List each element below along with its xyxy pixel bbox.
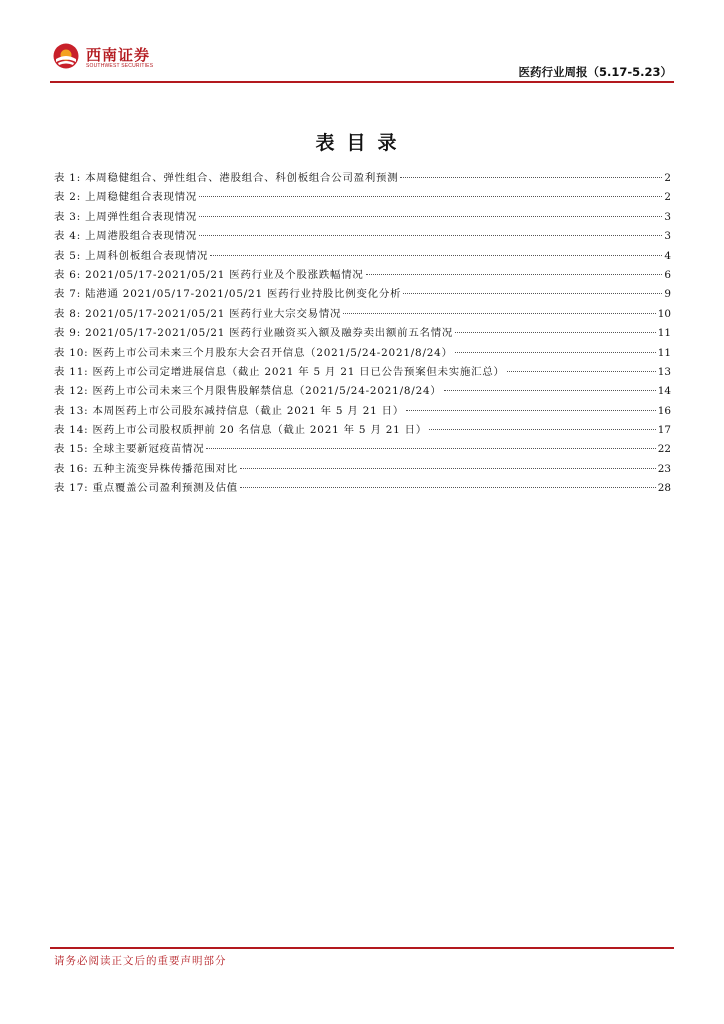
report-header-title: 医药行业周报（5.17-5.23） xyxy=(518,65,672,79)
sun-logo-icon xyxy=(52,42,80,70)
toc-entry-page: 2 xyxy=(664,191,671,204)
toc-entry[interactable] xyxy=(54,402,671,421)
toc-dot-leader xyxy=(406,410,656,411)
toc-dot-leader xyxy=(455,352,656,353)
toc-entry[interactable] xyxy=(54,266,671,285)
toc-entry-page: 22 xyxy=(657,443,671,456)
toc-entry-page: 3 xyxy=(664,210,671,223)
toc-dot-leader xyxy=(429,429,656,430)
toc-dot-leader xyxy=(199,216,662,217)
toc-entry-label: 表 6: 2021/05/17-2021/05/21 医药行业及个股涨跌幅情况 xyxy=(54,268,364,281)
toc-entry-label: 表 9: 2021/05/17-2021/05/21 医药行业融资买入额及融券卖出额前五名情况 xyxy=(54,327,454,340)
header-divider xyxy=(50,81,674,83)
toc-dot-leader xyxy=(240,468,656,469)
toc-entry-page: 9 xyxy=(664,288,671,301)
toc-entry[interactable] xyxy=(54,440,671,459)
toc-entry-page: 4 xyxy=(664,249,671,262)
toc-title: 表目录 xyxy=(315,132,409,154)
table-of-contents xyxy=(54,169,671,499)
toc-entry-label: 表 3: 上周弹性组合表现情况 xyxy=(54,210,198,223)
toc-entry[interactable] xyxy=(54,227,671,246)
toc-entry-page: 11 xyxy=(657,327,671,340)
toc-dot-leader xyxy=(400,177,662,178)
toc-dot-leader xyxy=(403,293,662,294)
toc-entry-label: 表 10: 医药上市公司未来三个月股东大会召开信息（2021/5/24-2021/8/24） xyxy=(54,346,453,359)
toc-entry-label: 表 11: 医药上市公司定增进展信息（截止 2021 年 5 月 21 日已公告预案但未实施汇总） xyxy=(54,365,505,378)
toc-entry-page: 28 xyxy=(657,482,671,495)
toc-entry-page: 17 xyxy=(657,424,671,437)
toc-entry[interactable] xyxy=(54,285,671,304)
toc-entry-label: 表 15: 全球主要新冠疫苗情况 xyxy=(54,443,205,456)
toc-entry-label: 表 5: 上周科创板组合表现情况 xyxy=(54,249,209,262)
toc-dot-leader xyxy=(210,255,662,256)
toc-entry-page: 3 xyxy=(664,230,671,243)
toc-entry-page: 13 xyxy=(657,365,671,378)
toc-entry[interactable] xyxy=(54,382,671,401)
toc-entry-page: 11 xyxy=(657,346,671,359)
toc-entry-label: 表 7: 陆港通 2021/05/17-2021/05/21 医药行业持股比例变化分析 xyxy=(54,288,402,301)
toc-entry-page: 2 xyxy=(664,172,671,184)
toc-entry-label: 表 2: 上周稳健组合表现情况 xyxy=(54,191,198,204)
footer-divider xyxy=(50,947,674,949)
toc-dot-leader xyxy=(199,196,662,197)
toc-entry-label: 表 16: 五种主流变异株传播范围对比 xyxy=(54,462,238,475)
brand-subtitle: SOUTHWEST SECURITIES xyxy=(86,63,154,69)
toc-entry[interactable] xyxy=(54,460,671,479)
toc-entry[interactable] xyxy=(54,169,671,188)
toc-dot-leader xyxy=(444,390,656,391)
toc-entry-label: 表 12: 医药上市公司未来三个月限售股解禁信息（2021/5/24-2021/8/24） xyxy=(54,385,442,398)
toc-entry-label: 表 17: 重点覆盖公司盈利预测及估值 xyxy=(54,482,238,495)
toc-entry[interactable] xyxy=(54,247,671,266)
toc-entry-label: 表 4: 上周港股组合表现情况 xyxy=(54,230,198,243)
toc-entry[interactable] xyxy=(54,208,671,227)
disclaimer-note: 请务必阅读正文后的重要声明部分 xyxy=(54,955,227,967)
toc-entry[interactable] xyxy=(54,479,671,498)
toc-entry-label: 表 14: 医药上市公司股权质押前 20 名信息（截止 2021 年 5 月 21 日） xyxy=(54,424,428,437)
toc-entry-label: 表 8: 2021/05/17-2021/05/21 医药行业大宗交易情况 xyxy=(54,307,342,320)
toc-entry[interactable] xyxy=(54,188,671,207)
toc-dot-leader xyxy=(240,487,656,488)
toc-entry[interactable] xyxy=(54,324,671,343)
toc-dot-leader xyxy=(366,274,663,275)
toc-dot-leader xyxy=(507,371,656,372)
toc-entry-page: 10 xyxy=(657,307,671,320)
toc-entry[interactable] xyxy=(54,363,671,382)
toc-entry-page: 14 xyxy=(657,385,671,398)
toc-entry-label: 表 1: 本周稳健组合、弹性组合、港股组合、科创板组合公司盈利预测 xyxy=(54,172,399,184)
toc-entry[interactable] xyxy=(54,305,671,324)
toc-entry-page: 16 xyxy=(657,404,671,417)
toc-dot-leader xyxy=(343,313,656,314)
toc-entry[interactable] xyxy=(54,421,671,440)
toc-dot-leader xyxy=(199,235,662,236)
toc-entry-page: 6 xyxy=(664,268,671,281)
toc-dot-leader xyxy=(206,448,655,449)
toc-entry[interactable] xyxy=(54,344,671,363)
toc-dot-leader xyxy=(455,332,656,333)
toc-entry-label: 表 13: 本周医药上市公司股东减持信息（截止 2021 年 5 月 21 日） xyxy=(54,404,405,417)
toc-entry-page: 23 xyxy=(657,462,671,475)
company-logo xyxy=(52,42,162,76)
brand-name: 西南证券 xyxy=(86,46,151,64)
